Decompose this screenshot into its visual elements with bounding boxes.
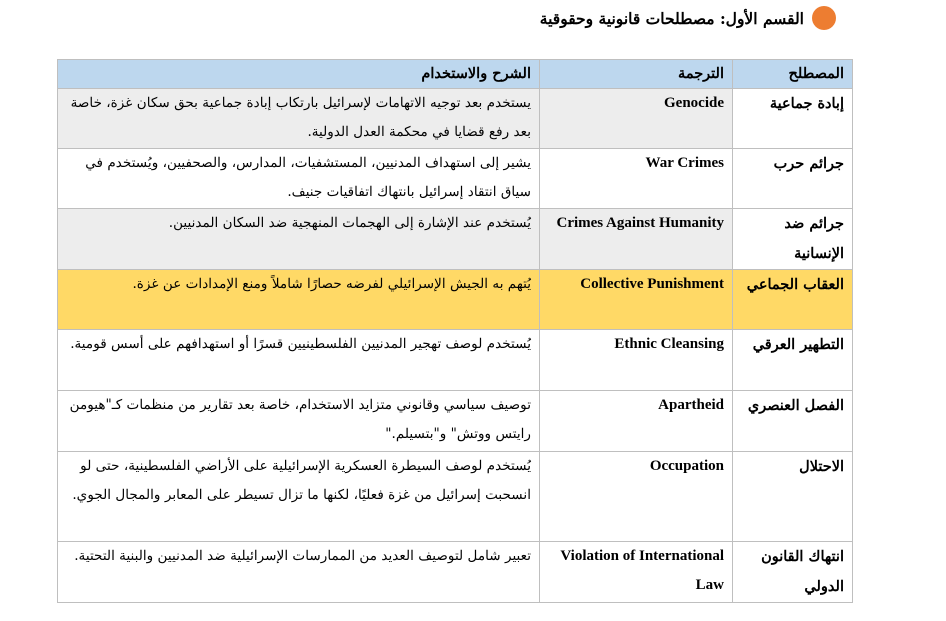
table-header-row bbox=[58, 60, 853, 89]
translation-cell: Crimes Against Humanity bbox=[540, 209, 733, 270]
orange-bullet-icon bbox=[812, 6, 836, 30]
table-row bbox=[58, 149, 853, 209]
term-cell: العقاب الجماعي bbox=[733, 270, 853, 330]
section-heading bbox=[540, 4, 836, 32]
term-cell: انتهاك القانون الدولي bbox=[733, 542, 853, 603]
translation-cell: Apartheid bbox=[540, 391, 733, 452]
explanation-cell: يُستخدم لوصف السيطرة العسكرية الإسرائيلية على الأراضي الفلسطينية، حتى لو انسحبت إسرائيل من غزة فعليًا، لكنها ما تزال تسيطر على المعابر والمجال الجوي. bbox=[58, 452, 540, 542]
table-row bbox=[58, 209, 853, 270]
section-title: القسم الأول: مصطلحات قانونية وحقوقية bbox=[539, 8, 804, 28]
translation-cell: Genocide bbox=[540, 89, 733, 149]
translation-cell: Occupation bbox=[540, 452, 733, 542]
table-row bbox=[58, 330, 853, 391]
explanation-cell: يستخدم بعد توجيه الاتهامات لإسرائيل بارتكاب إبادة جماعية بحق سكان غزة، خاصة بعد رفع قضايا في محكمة العدل الدولية. bbox=[58, 89, 540, 149]
table-row bbox=[58, 391, 853, 452]
translation-cell: Collective Punishment bbox=[540, 270, 733, 330]
explanation-cell: توصيف سياسي وقانوني متزايد الاستخدام، خاصة بعد تقارير من منظمات كـ"هيومن رايتس ووتش" و"بتسيلم." bbox=[58, 391, 540, 452]
table-row bbox=[58, 452, 853, 542]
translation-cell: War Crimes bbox=[540, 149, 733, 209]
explanation-cell: يُستخدم لوصف تهجير المدنيين الفلسطينيين قسرًا أو استهدافهم على أسس قومية. bbox=[58, 330, 540, 391]
term-cell: جرائم حرب bbox=[733, 149, 853, 209]
table-row bbox=[58, 542, 853, 603]
explanation-cell: يُستخدم عند الإشارة إلى الهجمات المنهجية ضد السكان المدنيين. bbox=[58, 209, 540, 270]
explanation-cell: يشير إلى استهداف المدنيين، المستشفيات، المدارس، والصحفيين، ويُستخدم في سياق انتقاد إسرائيل بانتهاك اتفاقيات جنيف. bbox=[58, 149, 540, 209]
translation-cell: Violation of International Law bbox=[540, 542, 733, 603]
term-cell: التطهير العرقي bbox=[733, 330, 853, 391]
term-cell: جرائم ضد الإنسانية bbox=[733, 209, 853, 270]
explanation-cell: يُتهم به الجيش الإسرائيلي لفرضه حصارًا شاملاً ومنع الإمدادات عن غزة. bbox=[58, 270, 540, 330]
header-translation: الترجمة bbox=[540, 60, 733, 89]
term-cell: الاحتلال bbox=[733, 452, 853, 542]
term-cell: إبادة جماعية bbox=[733, 89, 853, 149]
terms-table bbox=[57, 59, 853, 603]
header-explanation: الشرح والاستخدام bbox=[58, 60, 540, 89]
header-term: المصطلح bbox=[733, 60, 853, 89]
explanation-cell: تعبير شامل لتوصيف العديد من الممارسات الإسرائيلية ضد المدنيين والبنية التحتية. bbox=[58, 542, 540, 603]
translation-cell: Ethnic Cleansing bbox=[540, 330, 733, 391]
term-cell: الفصل العنصري bbox=[733, 391, 853, 452]
table-row bbox=[58, 270, 853, 330]
table-row bbox=[58, 89, 853, 149]
